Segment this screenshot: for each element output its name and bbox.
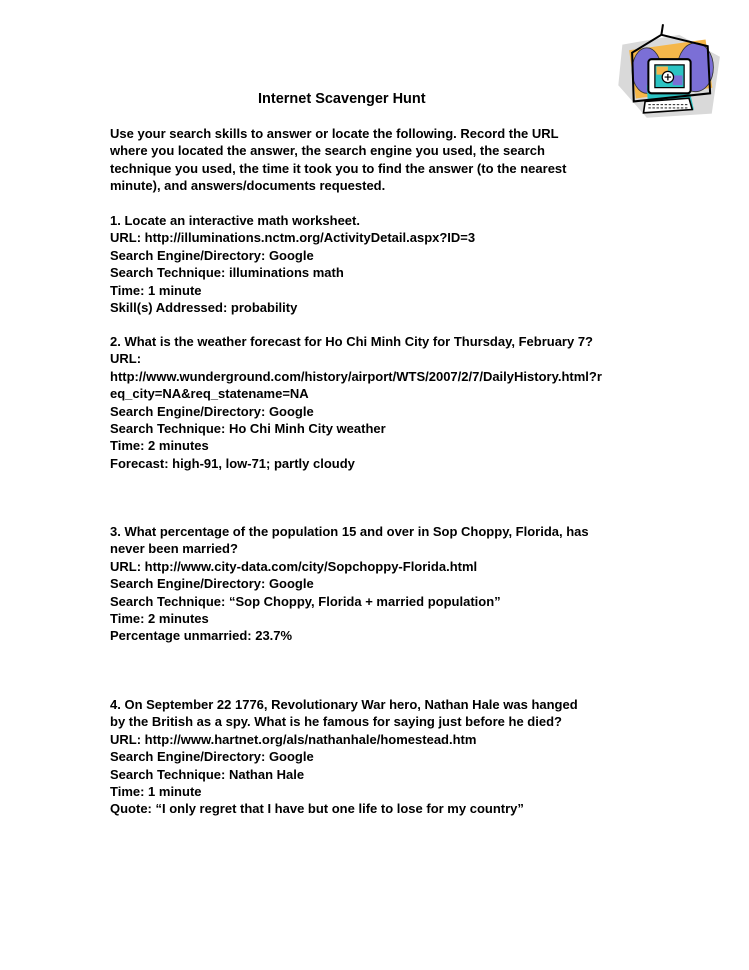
search-technique-line: Search Technique: Nathan Hale: [110, 766, 305, 782]
page-title: Internet Scavenger Hunt: [258, 91, 426, 107]
search-engine-line: Search Engine/Directory: Google: [110, 749, 314, 765]
intro-line: minute), and answers/documents requested.: [110, 178, 386, 194]
url-line: http://www.wunderground.com/history/airport/WTS/2007/2/7/DailyHistory.html?r: [110, 368, 602, 384]
search-engine-line: Search Engine/Directory: Google: [110, 576, 314, 592]
search-technique-line: Search Technique: Ho Chi Minh City weather: [110, 421, 386, 437]
url-line: URL: http://illuminations.nctm.org/ActivityDetail.aspx?ID=3: [110, 230, 476, 246]
question-text: 4. On September 22 1776, Revolutionary War hero, Nathan Hale was hanged: [110, 697, 578, 712]
computer-globe-clipart-icon: [598, 18, 728, 128]
answer-line: Quote: “I only regret that I have but one life to lose for my country”: [110, 801, 524, 817]
search-technique-line: Search Technique: “Sop Choppy, Florida + married population”: [110, 593, 501, 609]
time-line: Time: 1 minute: [110, 784, 202, 800]
url-line: URL: http://www.city-data.com/city/Sopchoppy-Florida.html: [110, 558, 478, 574]
question-text: 1. Locate an interactive math worksheet.: [110, 213, 360, 228]
question-text: 3. What percentage of the population 15 and over in Sop Choppy, Florida, has: [110, 524, 589, 539]
intro-line: technique you used, the time it took you to find the answer (to the nearest: [110, 160, 567, 176]
search-engine-line: Search Engine/Directory: Google: [110, 403, 314, 419]
question-text-cont: never been married?: [110, 541, 238, 557]
url-line: URL: http://www.hartnet.org/als/nathanhale/homestead.htm: [110, 731, 477, 747]
question-3: [110, 523, 589, 645]
answer-line: Skill(s) Addressed: probability: [110, 300, 298, 316]
question-text: 2. What is the weather forecast for Ho Chi Minh City for Thursday, February 7?: [110, 334, 593, 349]
time-line: Time: 1 minute: [110, 282, 202, 298]
url-line-cont: eq_city=NA&req_statename=NA: [110, 386, 309, 402]
question-1: [110, 212, 475, 316]
search-engine-line: Search Engine/Directory: Google: [110, 247, 314, 263]
answer-line: Forecast: high-91, low-71; partly cloudy: [110, 455, 355, 471]
question-2: [110, 333, 602, 472]
intro-line: where you located the answer, the search engine you used, the search: [110, 143, 545, 159]
time-line: Time: 2 minutes: [110, 611, 209, 627]
question-text-cont: by the British as a spy. What is he famous for saying just before he died?: [110, 714, 562, 730]
time-line: Time: 2 minutes: [110, 438, 209, 454]
intro-paragraph: [110, 125, 567, 195]
url-label: URL:: [110, 351, 142, 367]
search-technique-line: Search Technique: illuminations math: [110, 265, 344, 281]
question-4: [110, 696, 578, 818]
answer-line: Percentage unmarried: 23.7%: [110, 628, 293, 644]
intro-line: Use your search skills to answer or locate the following. Record the URL: [110, 126, 559, 141]
